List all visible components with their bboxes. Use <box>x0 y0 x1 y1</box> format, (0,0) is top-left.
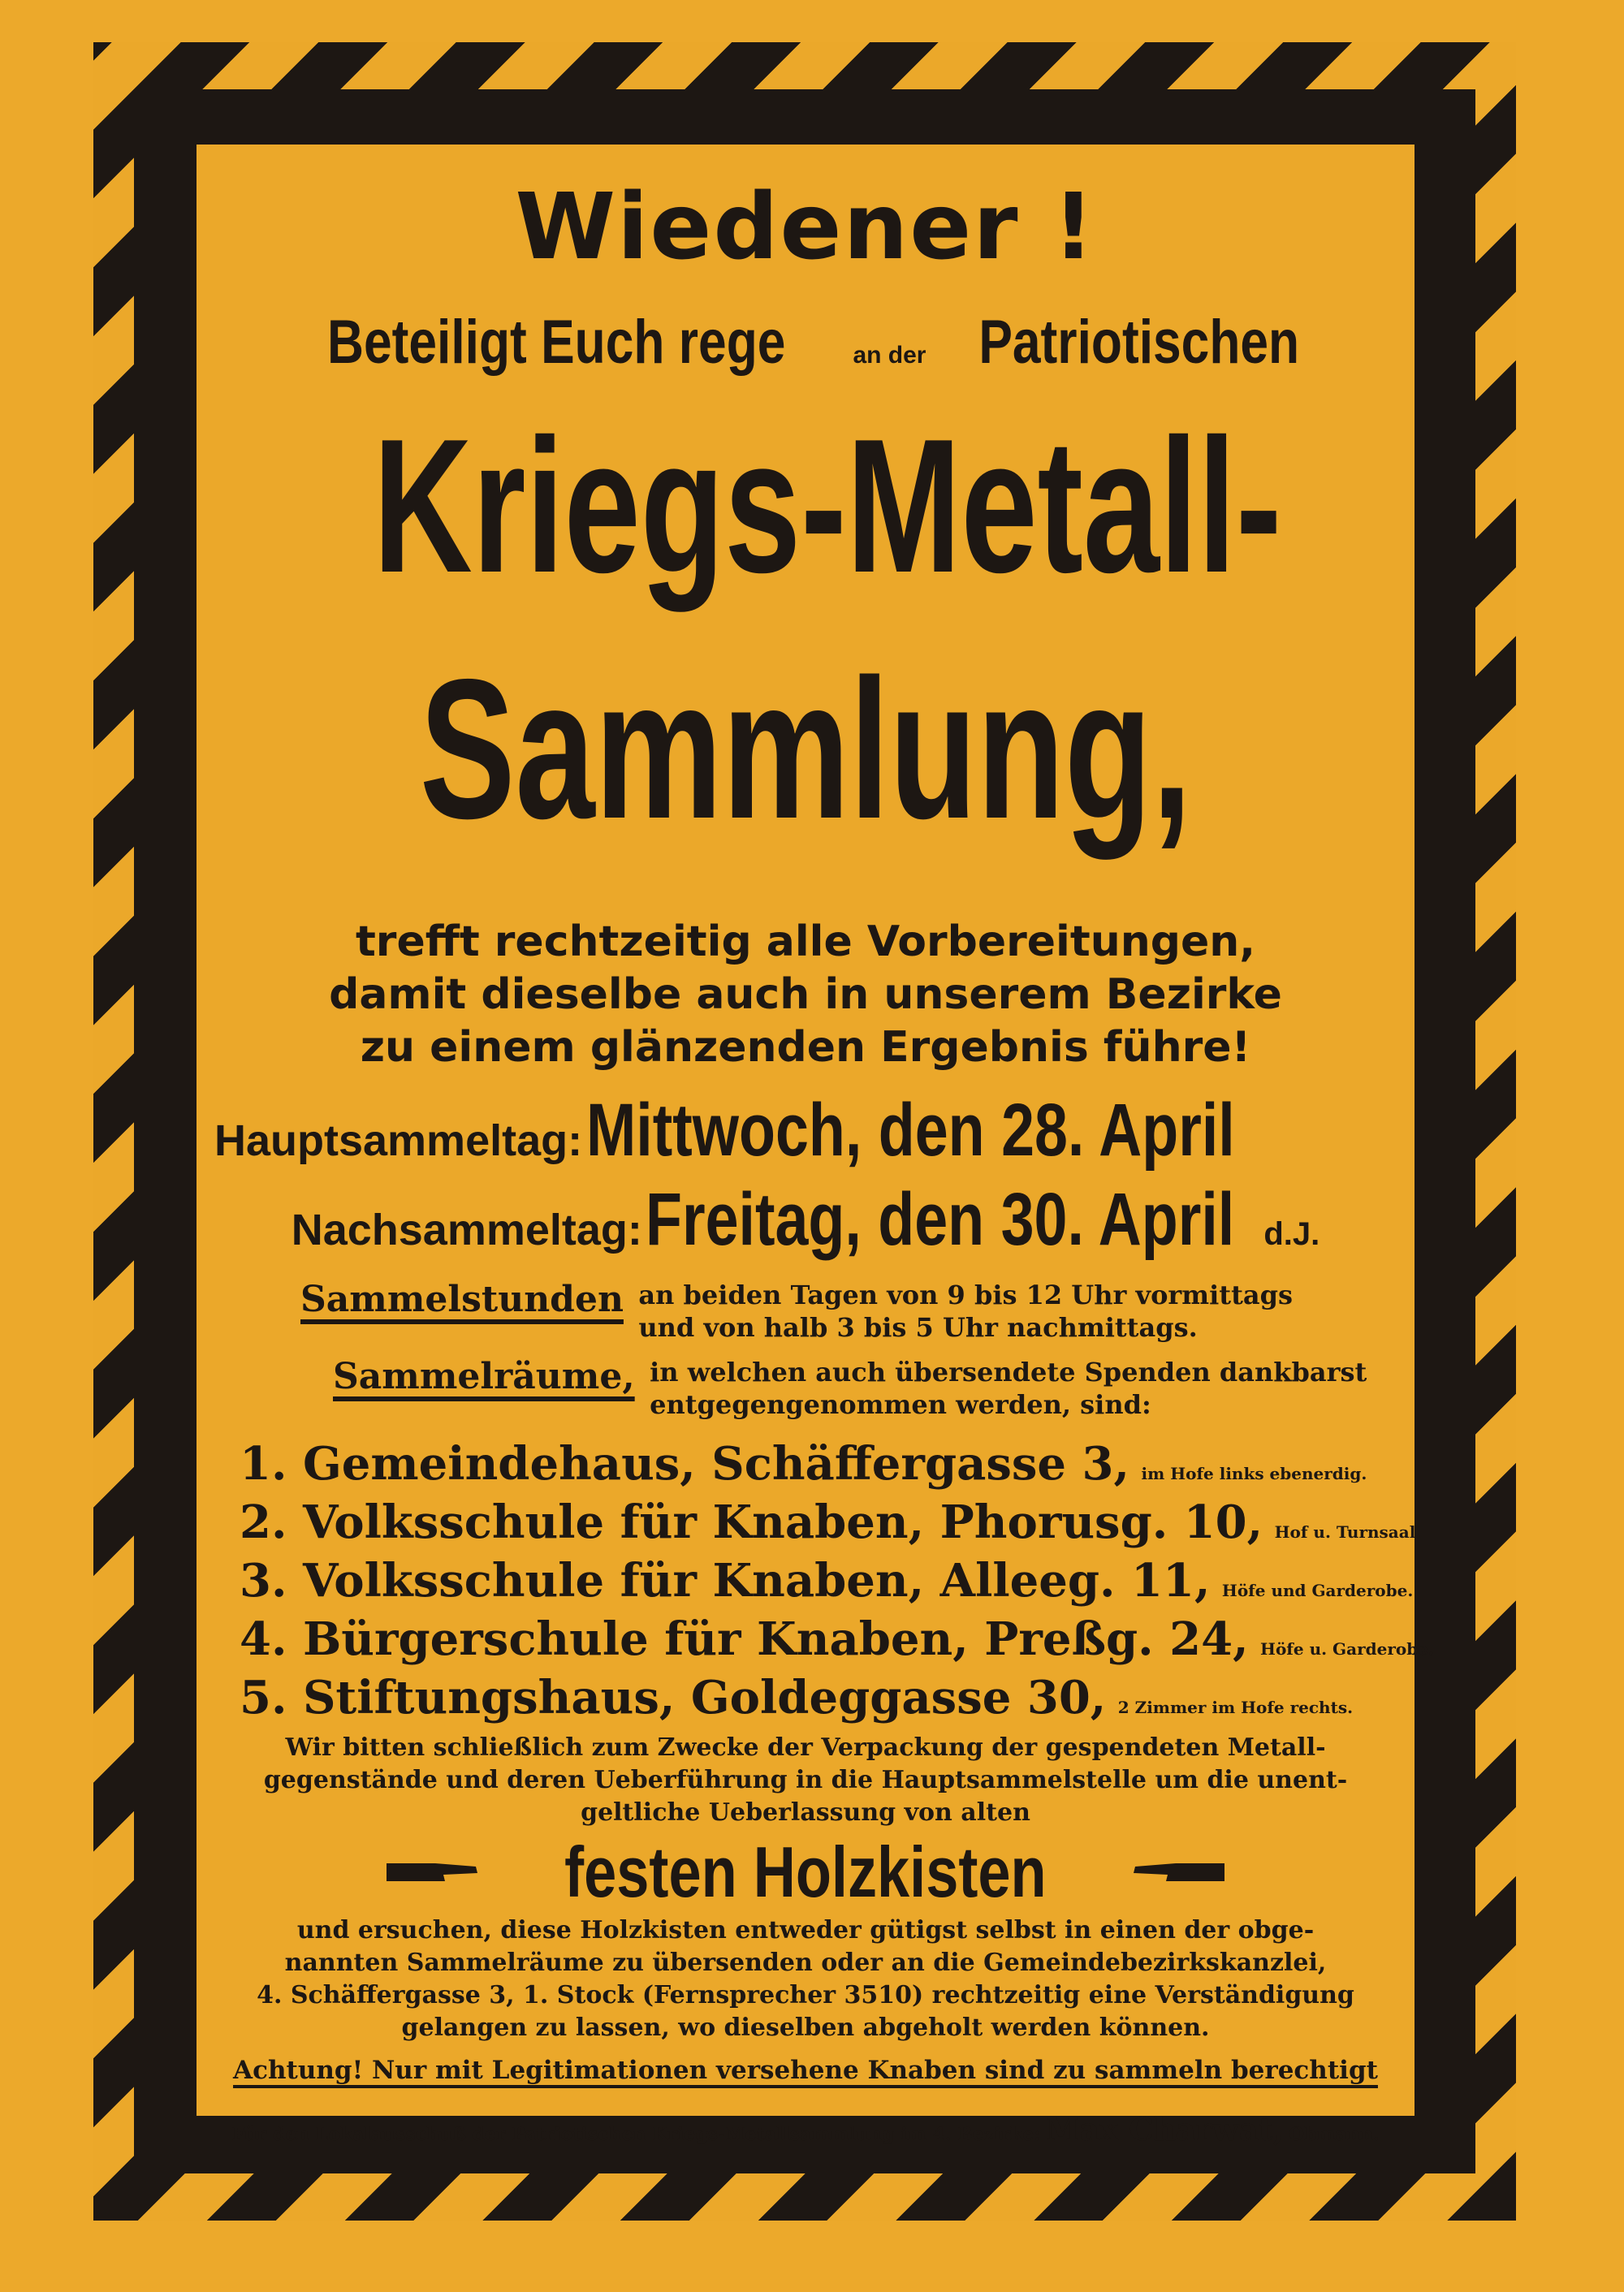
para3-line4: gelangen zu lassen, wo dieselben abgeholt werden können. <box>401 2014 1210 2042</box>
raeume-row <box>333 1356 1405 1421</box>
raeume-text-1: in welchen auch übersendete Spenden dankbarst <box>650 1357 1367 1388</box>
footer-role: Obmann. <box>1288 2124 1380 2145</box>
footer-name: Max Charwat, <box>1045 2111 1284 2147</box>
location-2 <box>240 1496 1458 1549</box>
title-line-2: Sammlung, <box>419 637 1192 860</box>
title-line-2-wrap <box>197 637 1415 869</box>
para1-line3: zu einem glänzenden Ergebnis führe! <box>360 1023 1251 1072</box>
location-4 <box>240 1612 1458 1666</box>
haupt-row <box>197 1088 1415 1173</box>
location-1 <box>240 1437 1458 1491</box>
para3-line1: und ersuchen, diese Holzkisten entweder gütigst selbst in einen der obge- <box>296 1916 1315 1945</box>
headline: Wiedener ! <box>515 175 1096 280</box>
title-line-1-wrap <box>197 399 1415 621</box>
nach-row <box>197 1177 1415 1263</box>
location-2-note: Hof u. Turnsaal. <box>1274 1522 1422 1542</box>
para2-line2: gegenstände und deren Ueberführung in die Hauptsammelstelle um die unent- <box>263 1766 1348 1794</box>
location-1-note: im Hofe links ebenerdig. <box>1141 1464 1367 1483</box>
subheadline <box>197 307 1415 378</box>
achtung-note: Achtung! Nur mit Legitimationen versehene Knaben sind zu sammeln berechtigt <box>233 2056 1378 2085</box>
nach-label: Nachsammeltag: <box>291 1206 642 1254</box>
kisten-row <box>197 1831 1415 1912</box>
location-4-note: Höfe u. Garderobe. <box>1260 1639 1434 1659</box>
location-5-note: 2 Zimmer im Hofe rechts. <box>1117 1698 1354 1717</box>
haupt-label: Hauptsammeltag: <box>214 1116 583 1165</box>
para1-line2: damit dieselbe auch in unserem Bezirke <box>329 970 1282 1019</box>
stunden-label: Sammelstunden <box>300 1279 624 1320</box>
footer-text: Für den Lokalausschuß der Patriotischen Kriegs-Metallsammlung im 4. Bezirke: <box>231 2124 1041 2145</box>
kisten-text: festen Holzkisten <box>564 1832 1047 1912</box>
location-5-main: 5. Stiftungshaus, Goldeggasse 30, <box>240 1671 1107 1724</box>
nach-suffix: d.J. <box>1263 1216 1320 1252</box>
location-1-main: 1. Gemeindehaus, Schäffergasse 3, <box>240 1437 1130 1491</box>
stunden-text-2: und von halb 3 bis 5 Uhr nachmittags. <box>638 1312 1198 1343</box>
para2-line1: Wir bitten schließlich zum Zwecke der Verpackung der gespendeten Metall- <box>285 1733 1326 1762</box>
raeume-label: Sammelräume, <box>333 1356 635 1397</box>
location-5 <box>240 1671 1458 1724</box>
subheadline-b: Patriotischen <box>978 308 1299 377</box>
para3-line3: 4. Schäffergasse 3, 1. Stock (Fernsprecher 3510) rechtzeitig eine Verständigung <box>257 1981 1354 2009</box>
footer-signature <box>197 2111 1415 2147</box>
location-3 <box>240 1554 1458 1608</box>
title-line-1: Kriegs-Metall- <box>373 399 1282 612</box>
haupt-value: Mittwoch, den 28. April <box>585 1089 1235 1172</box>
para2-line3: geltliche Ueberlassung von alten <box>581 1798 1030 1827</box>
pointing-hand-right-icon <box>387 1852 484 1893</box>
raeume-text-2: entgegengenommen werden, sind: <box>650 1389 1151 1420</box>
location-2-main: 2. Volksschule für Knaben, Phorusg. 10, <box>240 1496 1263 1549</box>
nach-value: Freitag, den 30. April <box>646 1178 1235 1261</box>
stunden-row <box>300 1279 1397 1344</box>
stunden-text-1: an beiden Tagen von 9 bis 12 Uhr vormittags <box>638 1280 1293 1310</box>
pointing-hand-left-icon <box>1127 1852 1224 1893</box>
para3-line2: nannten Sammelräume zu übersenden oder an die Gemeindebezirkskanzlei, <box>284 1949 1327 1977</box>
location-3-note: Höfe und Garderobe. <box>1221 1581 1414 1600</box>
location-3-main: 3. Volksschule für Knaben, Alleeg. 11, <box>240 1554 1211 1608</box>
location-4-main: 4. Bürgerschule für Knaben, Preßg. 24, <box>240 1612 1249 1666</box>
para1-line1: trefft rechtzeitig alle Vorbereitungen, <box>355 917 1256 966</box>
subheadline-a: Beteiligt Euch rege <box>326 308 786 377</box>
subheadline-small: an der <box>853 342 926 369</box>
